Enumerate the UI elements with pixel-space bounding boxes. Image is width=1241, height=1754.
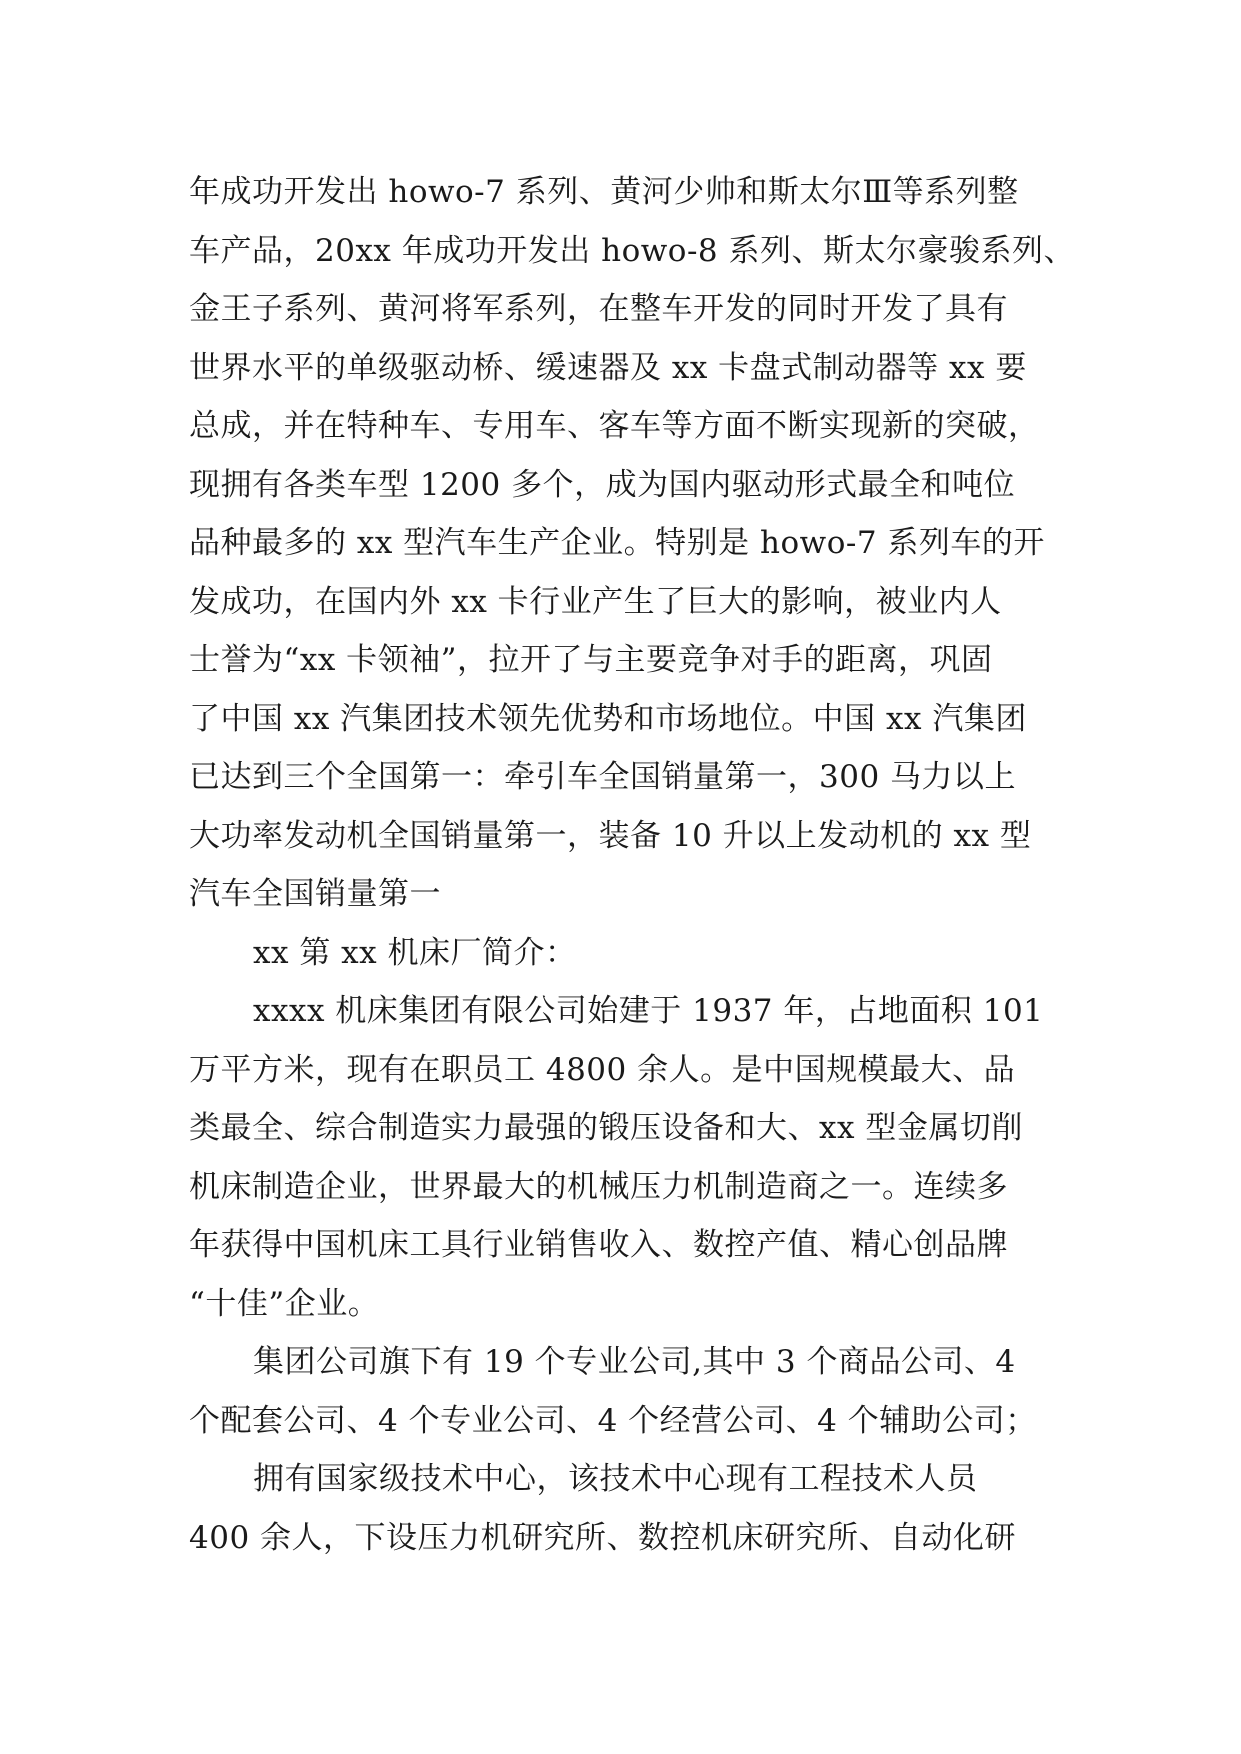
text-line: “十佳”企业。 (189, 1285, 380, 1322)
text-line: 现拥有各类车型 1200 多个，成为国内驱动形式最全和吨位 (189, 466, 1016, 503)
text-line: 已达到三个全国第一：牵引车全国销量第一，300 马力以上 (189, 759, 1017, 795)
text-line: 总成，并在特种车、专用车、客车等方面不断实现新的突破， (189, 408, 1040, 444)
text-line: 400 余人，下设压力机研究所、数控机床研究所、自动化研 (189, 1519, 1017, 1556)
text-line: 金王子系列、黄河将军系列，在整车开发的同时开发了具有 (189, 291, 1008, 327)
text-line: 汽车全国销量第一 (189, 876, 441, 912)
text-line: 了中国 xx 汽集团技术领先优势和市场地位。中国 xx 汽集团 (189, 700, 1027, 737)
text-line: 个配套公司、4 个专业公司、4 个经营公司、4 个辅助公司； (189, 1402, 1037, 1439)
text-line: 世界水平的单级驱动桥、缓速器及 xx 卡盘式制动器等 xx 要 (189, 349, 1027, 386)
text-line: 机床制造企业，世界最大的机械压力机制造商之一。连续多 (189, 1168, 1008, 1205)
text-line: 发成功，在国内外 xx 卡行业产生了巨大的影响，被业内人 (189, 583, 1002, 620)
paragraph-start-line: 拥有国家级技术中心，该技术中心现有工程技术人员 (253, 1461, 978, 1497)
paragraph-start-line: xxxx 机床集团有限公司始建于 1937 年，占地面积 101 (253, 993, 1044, 1029)
body-text (189, 163, 1075, 1567)
text-line: 士誉为“xx 卡领袖”，拉开了与主要竞争对手的距离，巩固 (189, 642, 993, 678)
text-line: 车产品，20xx 年成功开发出 howo-8 系列、斯太尔豪骏系列、 (189, 232, 1075, 269)
text-line: 大功率发动机全国销量第一，装备 10 升以上发动机的 xx 型 (189, 817, 1032, 854)
section-heading: xx 第 xx 机床厂简介： (253, 934, 577, 971)
paragraph-start-line: 集团公司旗下有 19 个专业公司,其中 3 个商品公司、4 (253, 1344, 1016, 1380)
text-line: 年获得中国机床工具行业销售收入、数控产值、精心创品牌 (189, 1227, 1008, 1263)
text-line: 万平方米，现有在职员工 4800 余人。是中国规模最大、品 (189, 1051, 1016, 1088)
text-line: 品种最多的 xx 型汽车生产企业。特别是 howo-7 系列车的开 (189, 525, 1045, 561)
text-line: 年成功开发出 howo-7 系列、黄河少帅和斯太尔Ⅲ等系列整 (189, 174, 1019, 210)
text-line: 类最全、综合制造实力最强的锻压设备和大、xx 型金属切削 (189, 1110, 1023, 1146)
